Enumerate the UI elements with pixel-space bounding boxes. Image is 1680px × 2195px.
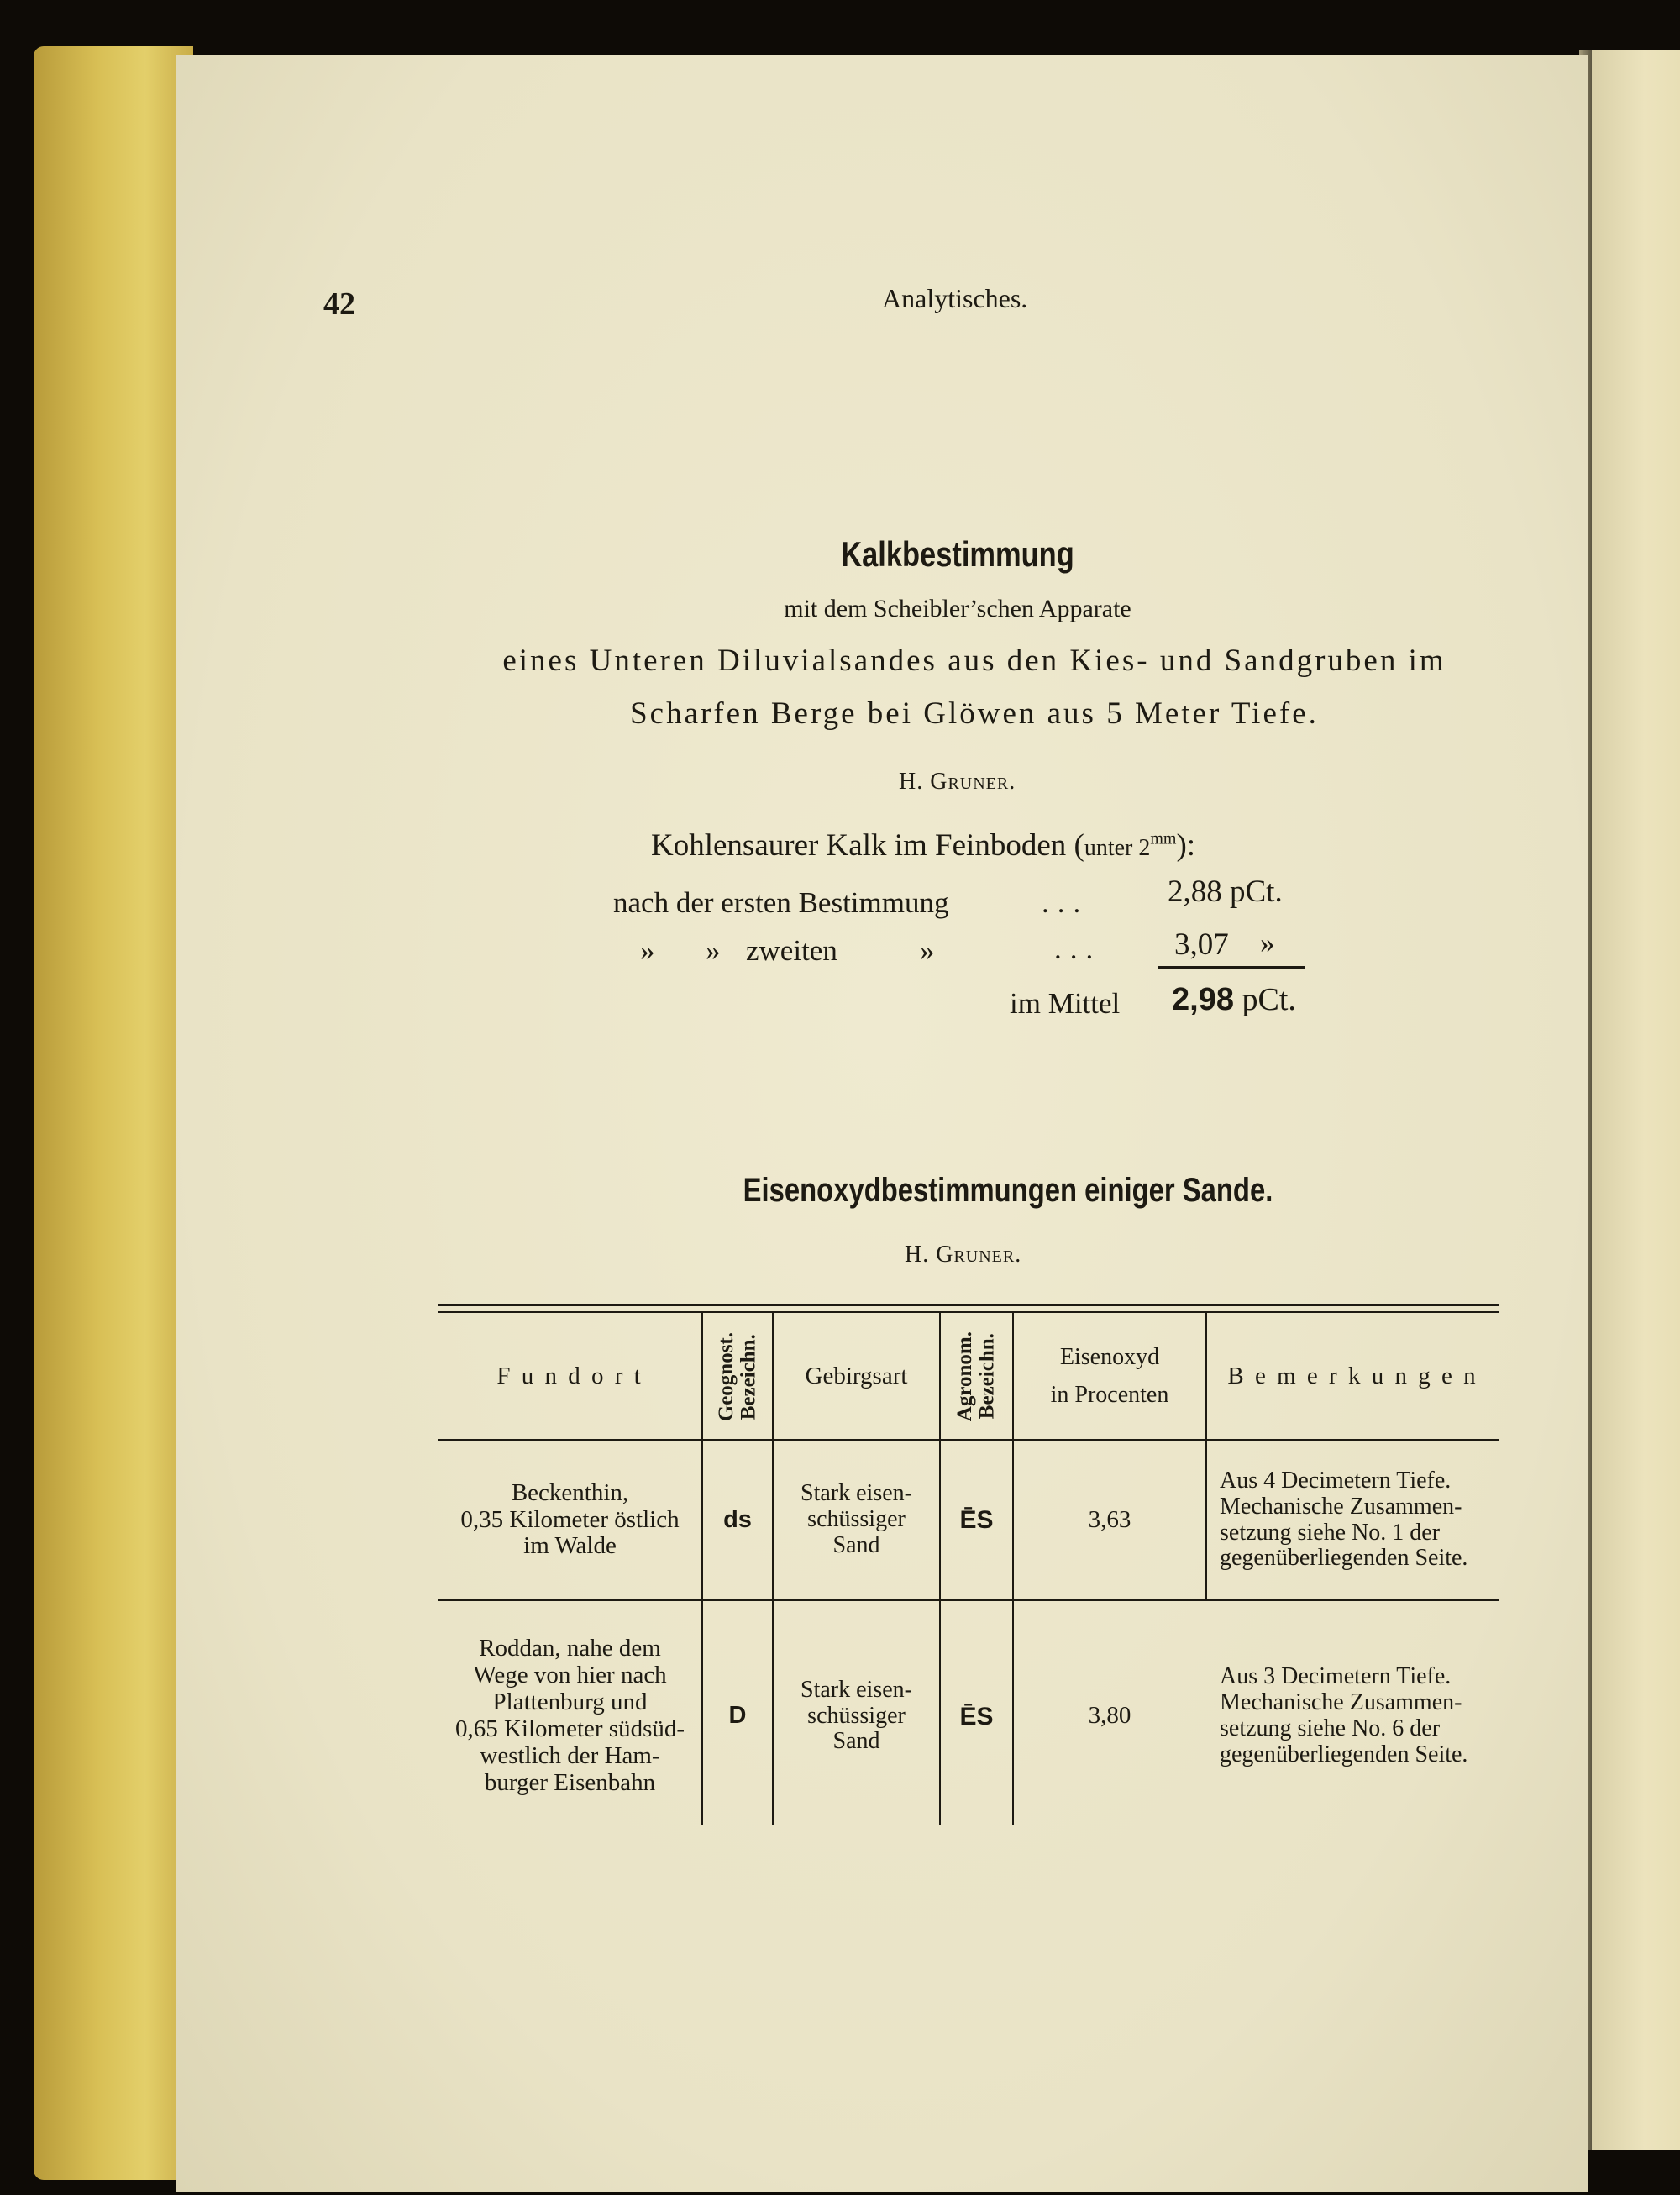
kalk-heading: Kalkbestimmung (841, 534, 1074, 574)
second-determination-label: zweiten (746, 934, 837, 967)
author-name: Gruner. (936, 1242, 1022, 1268)
kohlen-unter-text: unter 2 (1084, 835, 1151, 861)
second-determination-dots: ... (1054, 932, 1102, 965)
first-determination-dots: ... (1042, 886, 1089, 919)
author-initial: H. (905, 1242, 930, 1268)
row2-bemerkungen: Aus 3 Decimetern Tiefe. Mechanische Zusammen- setzung siehe No. 6 der gegenüberliegenden Seite. (1220, 1663, 1468, 1767)
facing-page-edge (1592, 50, 1680, 2150)
book-page-edges-left (34, 46, 193, 2180)
kohlen-main-text: Kohlensaurer Kalk im Feinboden ( (651, 828, 1084, 863)
mittel-value-number: 2,98 (1172, 982, 1234, 1017)
header-agronom: Agronom. Bezeichn. (953, 1331, 999, 1422)
mittel-value (1172, 981, 1296, 1018)
ditto-mark: » (920, 934, 935, 967)
kalk-author (899, 769, 1016, 796)
first-determination-value: 2,88 pCt. (1168, 874, 1283, 909)
row2-agronom: ĒS (959, 1702, 994, 1730)
header-gebirgsart: Gebirgsart (805, 1363, 908, 1390)
running-title: Analytisches. (882, 283, 1028, 313)
header-fundort: F u n d o r t (496, 1363, 643, 1390)
row2-eisenoxyd: 3,80 (1088, 1702, 1131, 1730)
kalk-description-line-1: eines Unteren Diluvialsandes aus den Kies- und Sandgruben im (502, 643, 1446, 678)
header-agronom-cell (941, 1315, 1012, 1439)
table-row-divider (438, 1599, 1499, 1601)
row2-geognost: D (728, 1702, 747, 1730)
author-initial: H. (899, 769, 924, 795)
row1-eisenoxyd: 3,63 (1088, 1505, 1131, 1533)
ditto-mark: » (1260, 927, 1275, 959)
kohlen-close-text: ): (1176, 828, 1196, 863)
header-geognost-cell (703, 1315, 772, 1439)
header-bemerkungen: B e m e r k u n g e n (1227, 1363, 1478, 1390)
row1-agronom: ĒS (959, 1506, 994, 1534)
kalk-description-line-2: Scharfen Berge bei Glöwen aus 5 Meter Tiefe. (630, 696, 1319, 731)
kohlen-unit-sup: mm (1150, 829, 1177, 848)
book-page (176, 55, 1588, 2192)
row2-fundort: Roddan, nahe dem Wege von hier nach Plattenburg und 0,65 Kilometer südsüd- westlich der Ham- burger Eisenbahn (454, 1635, 685, 1796)
header-geognost: Geognost. Bezeichn. (714, 1331, 759, 1422)
eisen-author (905, 1242, 1021, 1268)
first-determination-label: nach der ersten Bestimmung (613, 886, 949, 919)
row1-geognost: ds (723, 1505, 752, 1533)
kohlensaurer-kalk-line (651, 827, 1195, 864)
eisen-heading: Eisenoxydbestimmungen einiger Sande. (743, 1172, 1273, 1209)
page-number: 42 (323, 286, 355, 322)
kalk-subheading: mit dem Scheibler’schen Apparate (784, 595, 1131, 622)
row1-bemerkungen: Aus 4 Decimetern Tiefe. Mechanische Zusammen- setzung siehe No. 1 der gegenüberliegenden Seite. (1220, 1467, 1468, 1572)
row1-fundort: Beckenthin, 0,35 Kilometer östlich im Walde (460, 1478, 680, 1560)
row2-gebirgsart: Stark eisen- schüssiger Sand (801, 1676, 912, 1755)
sum-rule (1158, 966, 1305, 969)
mittel-value-unit: pCt. (1233, 982, 1296, 1017)
ditto-mark: » (640, 934, 655, 967)
mittel-label: im Mittel (1010, 987, 1121, 1020)
table-top-rule-double (438, 1311, 1499, 1313)
table-top-rule (438, 1304, 1499, 1306)
second-determination-value: 3,07 (1174, 927, 1229, 962)
author-name: Gruner. (930, 769, 1016, 795)
header-eisenoxyd: Eisenoxyd in Procenten (1050, 1344, 1169, 1408)
row1-gebirgsart: Stark eisen- schüssiger Sand (801, 1480, 912, 1558)
ditto-mark: » (706, 934, 721, 967)
